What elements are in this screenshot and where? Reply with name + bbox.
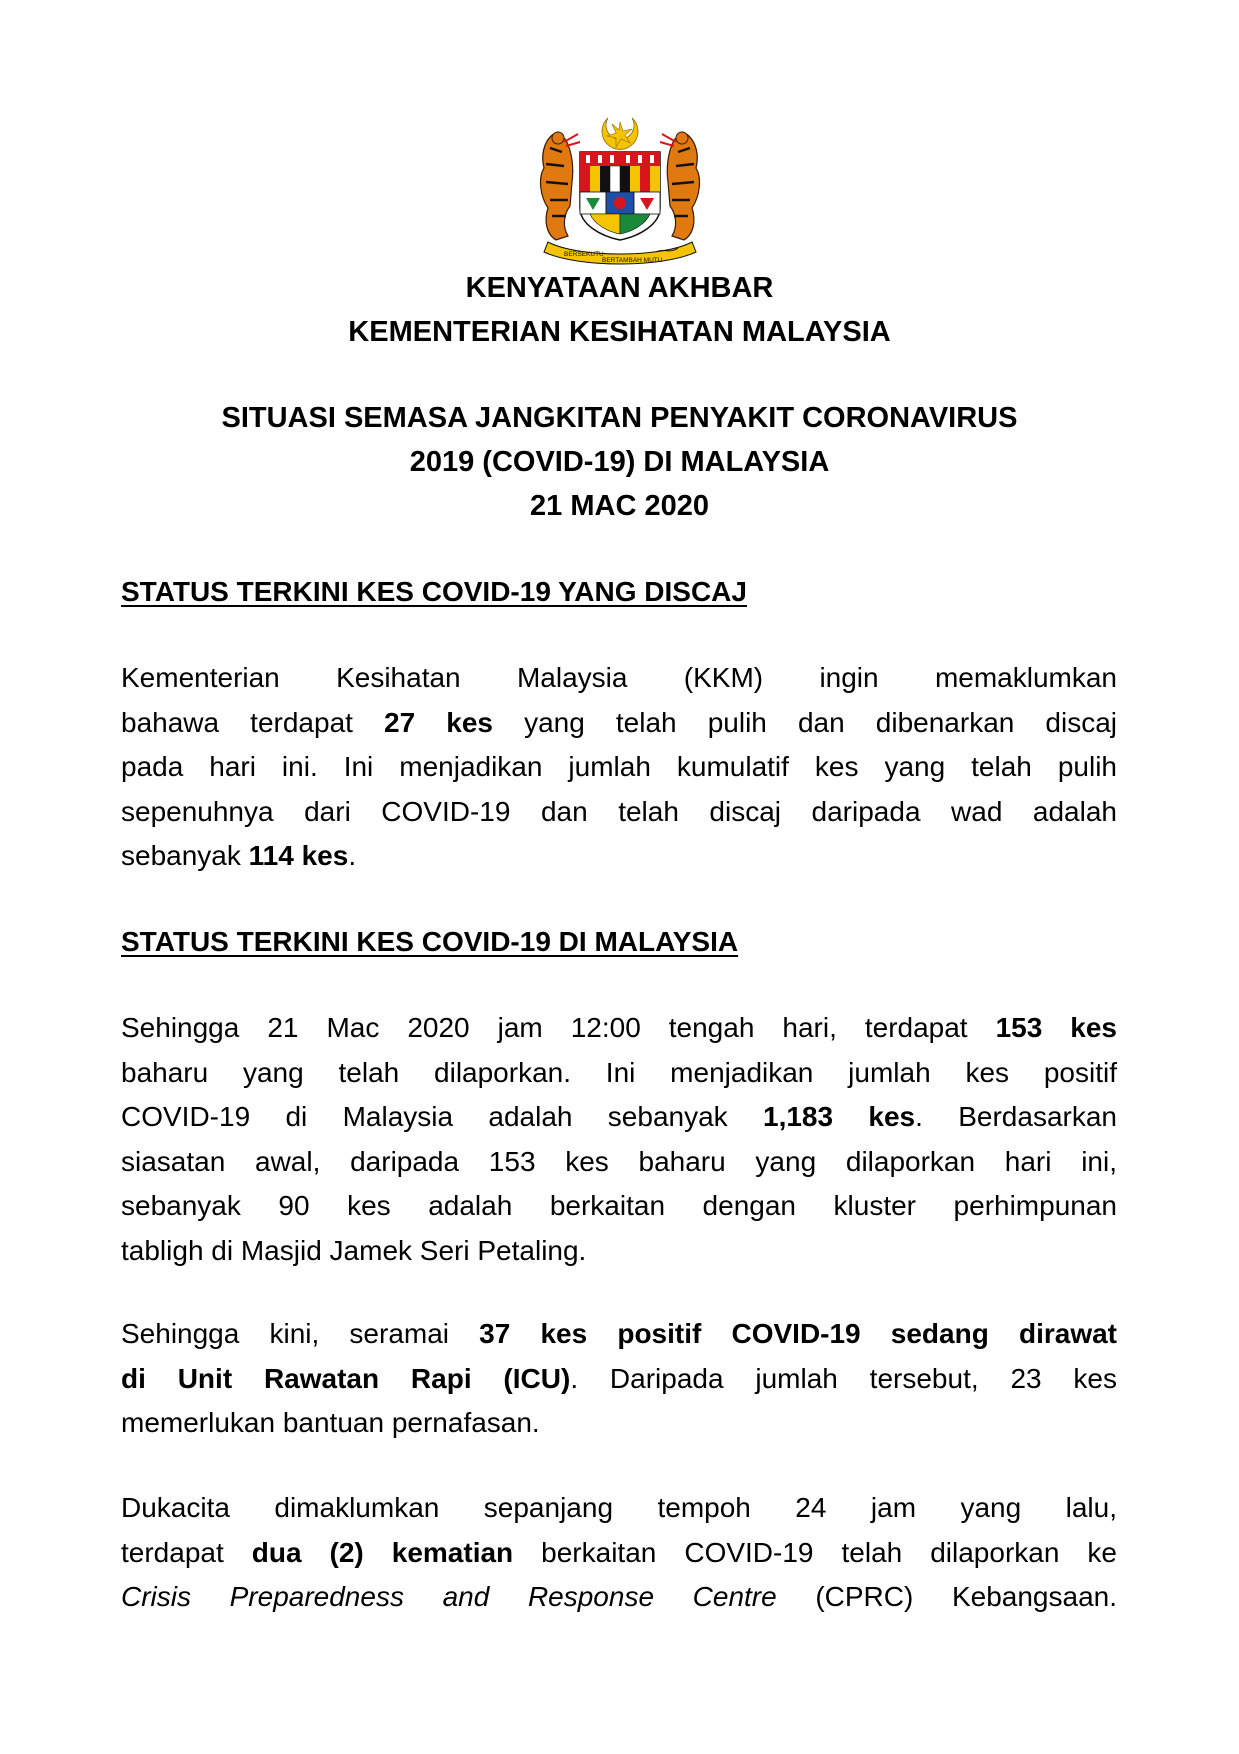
paragraph-new-cases bbox=[121, 1006, 1117, 1273]
situation-heading bbox=[0, 396, 1239, 528]
paragraph-discharged bbox=[121, 656, 1117, 879]
situation-title-line2: 2019 (COVID-19) DI MALAYSIA bbox=[409, 446, 830, 478]
bold-run: 27 kes bbox=[384, 706, 493, 738]
text-run: Sehingga 21 Mac 2020 jam 12:00 tengah hari, terdapat bbox=[121, 1012, 996, 1043]
press-release-heading bbox=[0, 266, 1239, 354]
italic-run: Crisis Preparedness and Response Centre bbox=[121, 1581, 777, 1612]
section-title-discharged: STATUS TERKINI KES COVID-19 YANG DISCAJ bbox=[121, 576, 747, 607]
text-line bbox=[121, 1401, 1117, 1446]
text-run: sepenuhnya dari COVID-19 dan telah discaj daripada wad adalah bbox=[121, 795, 1117, 827]
right-tiger-icon bbox=[660, 132, 699, 240]
text-line bbox=[121, 1140, 1117, 1185]
text-run: berkaitan COVID-19 telah dilaporkan ke bbox=[513, 1536, 1117, 1568]
bold-run: 114 kes bbox=[248, 840, 349, 871]
text-run: pada hari ini. Ini menjadikan jumlah kumulatif kes yang telah pulih bbox=[121, 751, 1117, 782]
text-line bbox=[121, 834, 1117, 879]
motto-ribbon-icon bbox=[544, 242, 696, 264]
text-line bbox=[121, 1575, 1117, 1620]
text-run: . Daripada jumlah tersebut, 23 kes bbox=[570, 1362, 1117, 1394]
text-run: bahawa terdapat bbox=[121, 706, 385, 738]
bold-run: 153 kes bbox=[995, 1012, 1117, 1043]
text-run: COVID-19 di Malaysia adalah sebanyak bbox=[121, 1101, 763, 1132]
text-run: Sehingga kini, seramai bbox=[121, 1318, 480, 1349]
text-line bbox=[121, 1312, 1117, 1357]
bold-run: di Unit Rawatan Rapi (ICU) bbox=[121, 1362, 571, 1394]
bold-run: 1,183 kes bbox=[763, 1101, 916, 1132]
section-title-status-malaysia: STATUS TERKINI KES COVID-19 DI MALAYSIA bbox=[121, 926, 739, 957]
text-line bbox=[121, 1095, 1117, 1140]
text-run: (CPRC) Kebangsaan. bbox=[776, 1581, 1117, 1612]
text-run: terdapat bbox=[121, 1536, 252, 1568]
crescent-star-icon bbox=[602, 118, 638, 149]
text-run: Kementerian Kesihatan Malaysia (KKM) ingin memaklumkan bbox=[121, 662, 1117, 693]
text-run: siasatan awal, daripada 153 kes baharu yang dilaporkan hari ini, bbox=[121, 1145, 1117, 1177]
motto-right-text: BERTAMBAH MUTU bbox=[602, 257, 663, 264]
bold-run: 37 kes positif COVID-19 sedang dirawat bbox=[479, 1318, 1117, 1349]
malaysia-coat-of-arms-icon bbox=[528, 112, 712, 268]
text-line bbox=[121, 745, 1117, 790]
text-run: sebanyak bbox=[121, 840, 249, 871]
text-run: Dukacita dimaklumkan sepanjang tempoh 24 jam yang lalu, bbox=[121, 1492, 1117, 1523]
text-run: baharu yang telah dilaporkan. Ini menjadikan jumlah kes positif bbox=[121, 1056, 1117, 1088]
text-run: tabligh di Masjid Jamek Seri Petaling. bbox=[121, 1234, 587, 1266]
text-line bbox=[121, 1006, 1117, 1051]
release-date: 21 MAC 2020 bbox=[530, 490, 709, 522]
text-line bbox=[121, 1486, 1117, 1531]
text-line bbox=[121, 1357, 1117, 1402]
text-line bbox=[121, 656, 1117, 701]
motto-left-text: BERSEKUTU bbox=[564, 251, 604, 258]
text-line bbox=[121, 701, 1117, 746]
text-run: memerlukan bantuan pernafasan. bbox=[121, 1407, 540, 1438]
text-line bbox=[121, 1531, 1117, 1576]
situation-title-line1: SITUASI SEMASA JANGKITAN PENYAKIT CORONAVIRUS bbox=[221, 402, 1018, 434]
text-run: . Berdasarkan bbox=[915, 1101, 1117, 1132]
bold-run: dua (2) kematian bbox=[251, 1536, 514, 1568]
text-run: yang telah pulih dan dibenarkan discaj bbox=[493, 706, 1118, 738]
text-run: sebanyak 90 kes adalah berkaitan dengan kluster perhimpunan bbox=[121, 1190, 1117, 1221]
press-release-title: KENYATAAN AKHBAR bbox=[465, 272, 774, 304]
text-line bbox=[121, 790, 1117, 835]
ministry-name: KEMENTERIAN KESIHATAN MALAYSIA bbox=[348, 316, 891, 348]
text-line bbox=[121, 1051, 1117, 1096]
text-line bbox=[121, 1184, 1117, 1229]
paragraph-icu bbox=[121, 1312, 1117, 1446]
text-line bbox=[121, 1229, 1117, 1274]
left-tiger-icon bbox=[541, 132, 580, 240]
paragraph-deaths bbox=[121, 1486, 1117, 1620]
shield-icon bbox=[580, 152, 660, 240]
text-run: . bbox=[348, 840, 357, 871]
